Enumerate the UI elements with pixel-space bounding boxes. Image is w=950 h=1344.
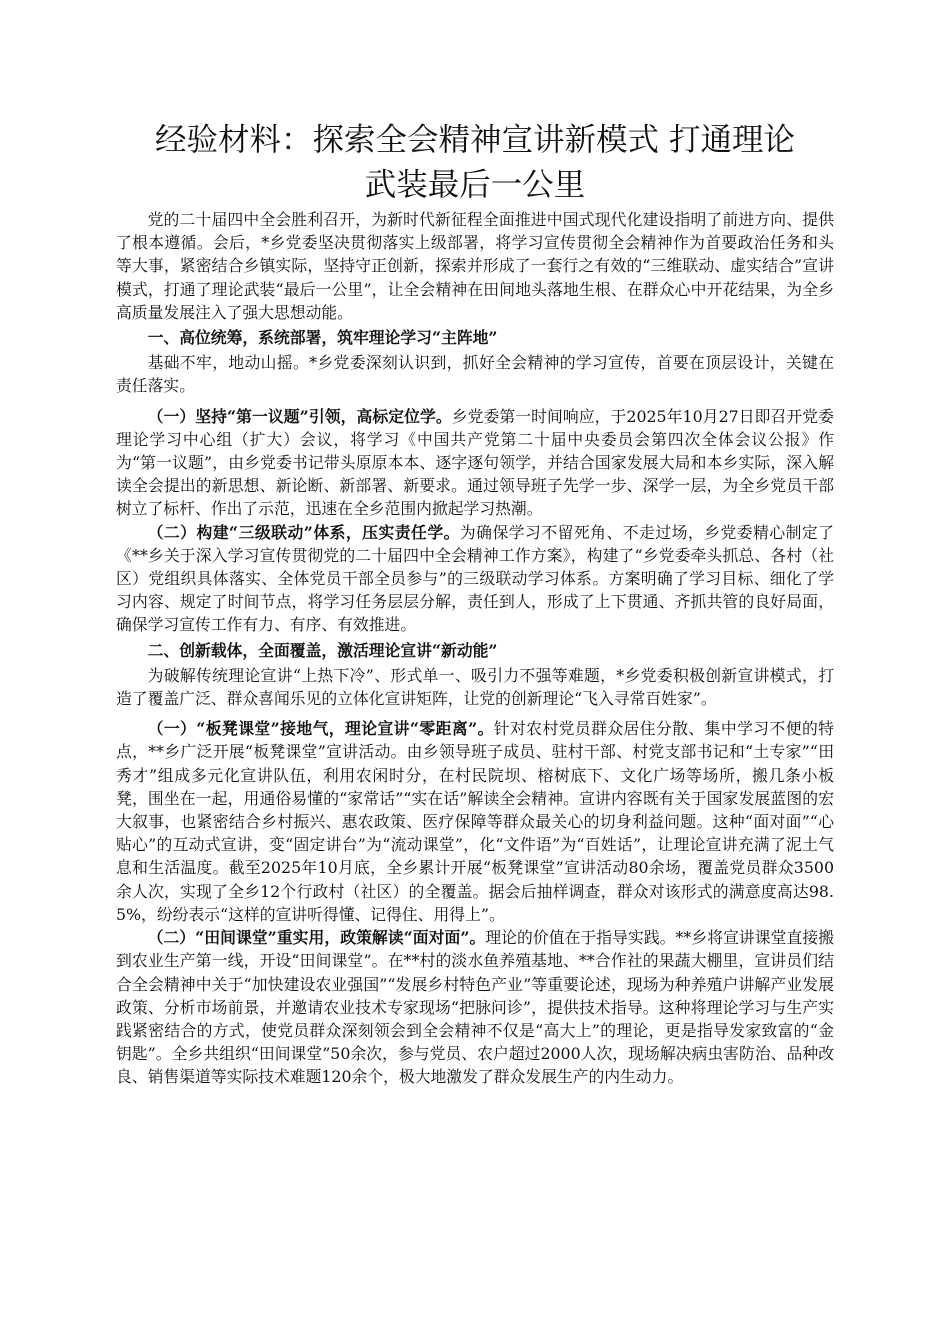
section-2-item-1-lead: （一）“板凳课堂”接地气，理论宣讲“零距离”。 — [147, 719, 494, 739]
title-line-1: 经验材料：探索全会精神宣讲新模式 打通理论 — [154, 122, 795, 158]
section-1-item-1-body: 乡党委第一时间响应，于2025年10月27日即召开党委理论学习中心组（扩大）会议，将学习《中国共产党第二十届中央委员会第四次全体会议公报》作为“第一议题”，由乡党委书记带头原原本本、逐字逐句领学，并结合国家发展大局和本乡实际，深入解读全会提出的新思想、新论断、新部署、新要求。通过领导班子先学一步、深学一层，为全乡党员干部树立了标杆、作出了示范，迅速在全乡范围内掀起学习热潮。 — [116, 406, 834, 519]
section-1-item-1 — [116, 405, 834, 521]
section-1-heading: 一、高位统筹，系统部署，筑牢理论学习“主阵地” — [147, 328, 498, 348]
section-2-item-1 — [116, 717, 834, 926]
section-2-item-2-lead: （二）“田间课堂”重实用，政策解读“面对面”。 — [147, 928, 486, 948]
section-2-heading: 二、创新载体，全面覆盖，激活理论宣讲“新动能” — [147, 640, 498, 660]
intro-paragraph: 党的二十届四中全会胜利召开，为新时代新征程全面推进中国式现代化建设指明了前进方向、提供了根本遵循。会后，*乡党委坚决贯彻落实上级部署，将学习宣传贯彻全会精神作为首要政治任务和头等大事，紧密结合乡镇实际，坚持守正创新，探索并形成了一套行之有效的“三维联动、虚实结合”宣讲模式，打通了理论武装“最后一公里”，让全会精神在田间地头落地生根、在群众心中开花结果，为全乡高质量发展注入了强大思想动能。 — [116, 210, 834, 322]
section-1-intro: 基础不牢，地动山摇。*乡党委深刻认识到，抓好全会精神的学习宣传，首要在顶层设计，关键在责任落实。 — [116, 353, 834, 396]
document-title — [116, 118, 834, 208]
document-page — [116, 118, 834, 1089]
section-2-item-2-body: 理论的价值在于指导实践。**乡将宣讲课堂直接搬到农业生产第一线，开设“田间课堂”。在**村的淡水鱼养殖基地、**合作社的果蔬大棚里，宣讲员们结合全会精神中关于“加快建设农业强国”“发展乡村特色产业”等重要论述，现场为种养殖户讲解产业发展政策、分析市场前景，并邀请农业技术专家现场“把脉问诊”，提供技术指导。这种将理论学习与生产实践紧密结合的方式，使党员群众深刻领会到全会精神不仅是“高大上”的理论，更是指导发家致富的“金钥匙”。全乡共组织“田间课堂”50余次，参与党员、农户超过2000人次，现场解决病虫害防治、品种改良、销售渠道等实际技术难题120余个，极大地激发了群众发展生产的内生动力。 — [116, 928, 834, 1087]
section-2-item-2 — [116, 926, 834, 1088]
section-1-item-1-lead: （一）坚持“第一议题”引领，高标定位学。 — [147, 406, 452, 426]
section-1-item-2-body: 为确保学习不留死角、不走过场，乡党委精心制定了《**乡关于深入学习宣传贯彻党的二十届四中全会精神工作方案》，构建了“乡党委牵头抓总、各村（社区）党组织具体落实、全体党员干部全员参与”的三级联动学习体系。方案明确了学习目标、细化了学习内容、规定了时间节点，将学习任务层层分解，责任到人，形成了上下贯通、齐抓共管的良好局面，确保学习宣传工作有力、有序、有效推进。 — [116, 522, 834, 635]
section-2-item-1-body: 针对农村党员群众居住分散、集中学习不便的特点，**乡广泛开展“板凳课堂”宣讲活动。由乡领导班子成员、驻村干部、村党支部书记和“土专家”“田秀才”组成多元化宣讲队伍，利用农闲时分，在村民院坝、榕树底下、文化广场等场所，搬几条小板凳，围坐在一起，用通俗易懂的“家常话”“实在话”解读全会精神。宣讲内容既有关于国家发展蓝图的宏大叙事，也紧密结合乡村振兴、惠农政策、医疗保障等群众最关心的切身利益问题。这种“面对面”“心贴心”的互动式宣讲，变“固定讲台”为“流动课堂”，化“文件语”为“百姓话”，让理论宣讲充满了泥土气息和生活温度。截至2025年10月底，全乡累计开展“板凳课堂”宣讲活动80余场，覆盖党员群众3500余人次，实现了全乡12个行政村（社区）的全覆盖。据会后抽样调查，群众对该形式的满意度高达98.5%，纷纷表示“这样的宣讲听得懂、记得住、用得上”。 — [116, 719, 834, 924]
section-1-item-2-lead: （二）构建“三级联动”体系，压实责任学。 — [147, 522, 460, 542]
section-2-intro: 为破解传统理论宣讲“上热下冷”、形式单一、吸引力不强等难题，*乡党委积极创新宣讲模式，打造了覆盖广泛、群众喜闻乐见的立体化宣讲矩阵，让党的创新理论“飞入寻常百姓家”。 — [116, 665, 834, 709]
title-line-2: 武装最后一公里 — [364, 167, 586, 203]
section-1-item-2 — [116, 521, 834, 637]
